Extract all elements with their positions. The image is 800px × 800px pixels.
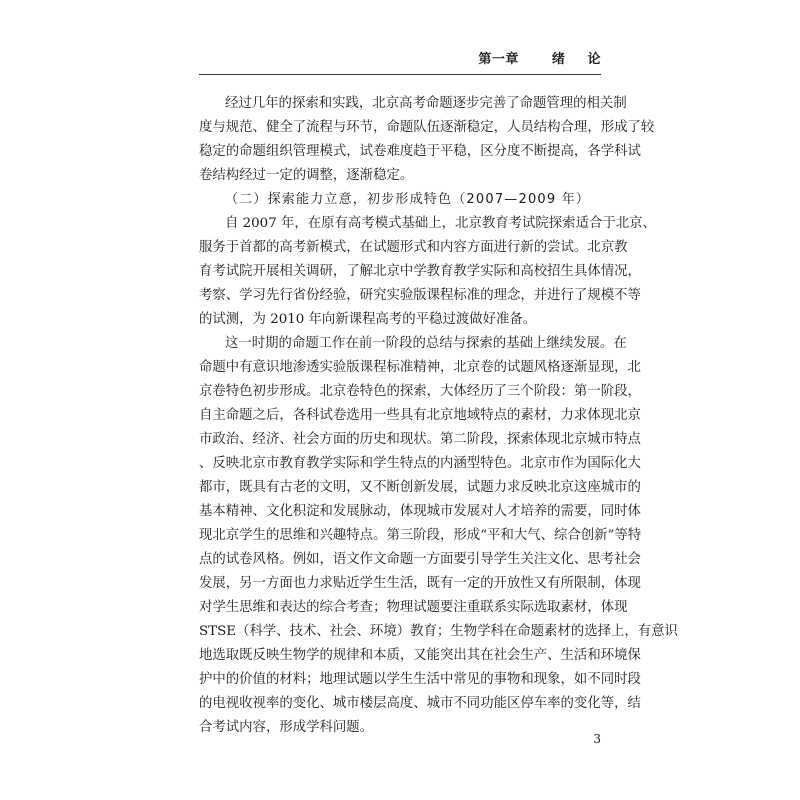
text-line: 的试测，为 2010 年向新课程高考的平稳过渡做好准备。 [199, 312, 537, 327]
text-line: 市政治、经济、社会方面的历史和现状。第二阶段，探索体现北京城市特点 [199, 432, 641, 447]
text-line: 基本精神、文化积淀和发展脉动，体现城市发展对人才培养的需要，同时体 [199, 504, 641, 519]
text-line: 京卷特色初步形成。北京卷特色的探索，大体经历了三个阶段：第一阶段， [199, 384, 641, 399]
text-line: 考察、学习先行省份经验，研究实验版课程标准的理念，并进行了规模不等 [199, 288, 641, 303]
text-line: 服务于首都的高考新模式，在试题形式和内容方面进行新的尝试。北京教 [199, 240, 628, 255]
text-line: 度与规范、健全了流程与环节，命题队伍逐渐稳定，人员结构合理，形成了较 [199, 120, 655, 135]
text-line: 卷结构经过一定的调整，逐渐稳定。 [199, 168, 414, 183]
text-line: 都市，既具有古老的文明，又不断创新发展，试题力求反映北京这座城市的 [199, 480, 641, 495]
text-line: 育考试院开展相关调研，了解北京中学教育教学实际和高校招生具体情况， [199, 264, 641, 279]
text-line: 发展，另一方面也力求贴近学生生活，既有一定的开放性又有所限制，体现 [199, 576, 641, 591]
text-line: 自主命题之后，各科试卷选用一些具有北京地域特点的素材，力求体现北京 [199, 408, 641, 423]
text-line: 、反映北京市教育教学实际和学生特点的内涵型特色。北京市作为国际化大 [199, 456, 641, 471]
paragraph [199, 332, 678, 740]
text-line: 合考试内容，形成学科问题。 [199, 720, 374, 735]
text-line: 的电视收视率的变化、城市楼层高度、城市不同功能区停车率的变化等，结 [199, 696, 641, 711]
text-line: 点的试卷风格。例如，语文作文命题一方面要引导学生关注文化、思考社会 [199, 552, 641, 567]
running-header: 第一章 绪 论 [478, 52, 601, 67]
text-line: 这一时期的命题工作在前一阶段的总结与探索的基础上继续发展。在 [225, 336, 627, 351]
body-text [199, 92, 678, 740]
text-line: 护中的价值的材料；地理试题以学生生活中常见的事物和现象，如不同时段 [199, 672, 641, 687]
text-line: 经过几年的探索和实践，北京高考命题逐步完善了命题管理的相关制 [225, 96, 627, 111]
paragraph [199, 212, 656, 332]
text-line: 稳定的命题组织管理模式，试卷难度趋于平稳，区分度不断提高，各学科试 [199, 144, 641, 159]
page-number: 3 [593, 732, 601, 746]
section-heading: （二）探索能力立意，初步形成特色（2007—2009 年） [225, 192, 591, 207]
text-line: 自 2007 年，在原有高考模式基础上，北京教育考试院探索适合于北京、 [225, 216, 656, 231]
header-rule [199, 74, 601, 75]
text-line: 对学生思维和表达的综合考查；物理试题要注重联系实际选取素材，体现 [199, 600, 628, 615]
text-line: 命题中有意识地渗透实验版课程标准精神，北京卷的试题风格逐渐显现，北 [199, 360, 641, 375]
paragraph [199, 92, 655, 188]
text-line: 地选取既反映生物学的规律和本质，又能突出其在社会生产、生活和环境保 [199, 648, 641, 663]
text-line: STSE（科学、技术、社会、环境）教育；生物学科在命题素材的选择上，有意识 [199, 624, 678, 639]
text-line: 现北京学生的思维和兴趣特点。第三阶段，形成“平和大气、综合创新”等特 [199, 528, 642, 543]
